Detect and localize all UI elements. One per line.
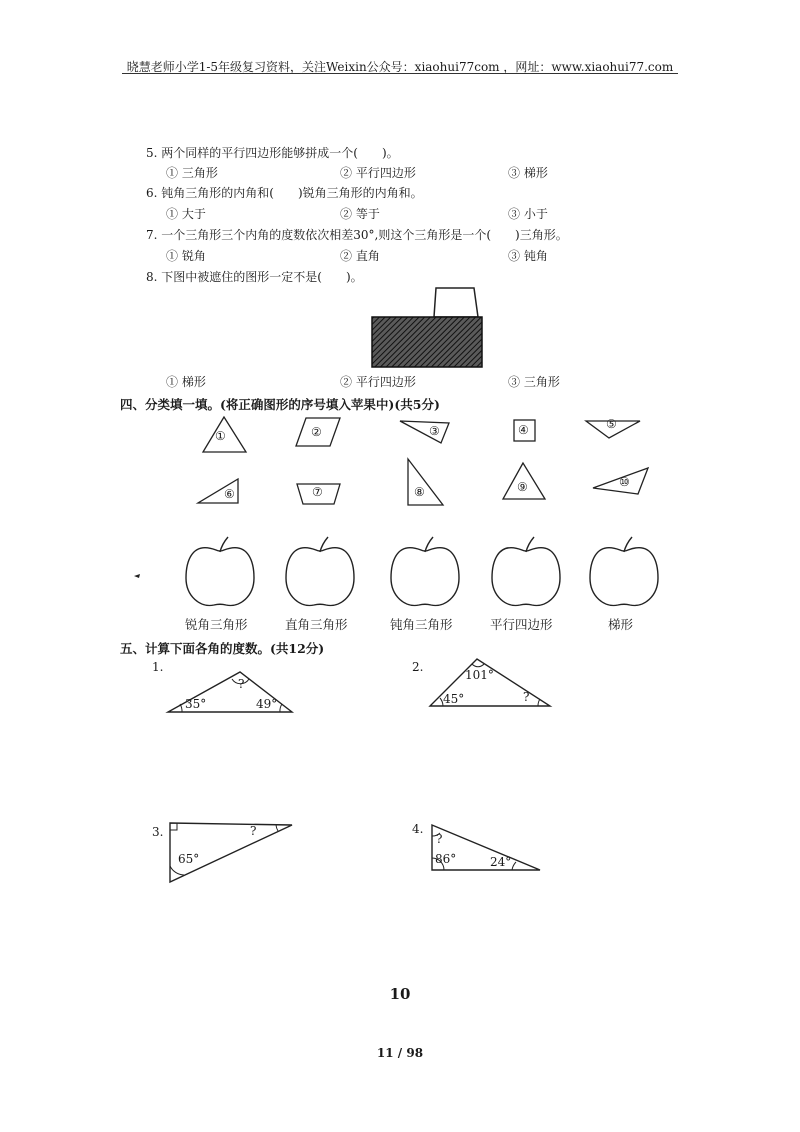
triangle-3-angle-bottom [170, 866, 184, 875]
question-6-stem: 6. 钝角三角形的内角和( )锐角三角形的内角和。 [146, 186, 423, 200]
question-6-option-3[interactable]: ③ 小于 [508, 207, 548, 221]
question-5-option-3[interactable]: ③ 梯形 [508, 166, 548, 180]
question-5-option-2[interactable]: ② 平行四边形 [340, 166, 416, 180]
apple-obtuse-triangle [391, 537, 459, 605]
shape-3-triangle [400, 421, 449, 443]
shape-8-number: ⑧ [414, 485, 425, 499]
apple-label-trapezoid: 梯形 [608, 617, 634, 632]
shape-10-number: ⑩ [619, 475, 630, 489]
triangle-4-angle-right [512, 862, 516, 870]
problem-3-angle-right: ? [250, 824, 257, 838]
question-8-option-1[interactable]: ① 梯形 [166, 375, 206, 389]
shape-2-number: ② [311, 425, 322, 439]
shape-6-number: ⑥ [224, 487, 235, 501]
question-7-option-3[interactable]: ③ 钝角 [508, 249, 548, 263]
question-7-stem: 7. 一个三角形三个内角的度数依次相差30°,则这个三角形是一个( )三角形。 [146, 228, 568, 242]
problem-2-angle-right: ? [523, 690, 530, 704]
apple-right-triangle [286, 537, 354, 605]
question-8-option-2[interactable]: ② 平行四边形 [340, 375, 416, 389]
question-5-option-1[interactable]: ① 三角形 [166, 166, 218, 180]
question-8-option-3[interactable]: ③ 三角形 [508, 375, 560, 389]
apple-label-parallelogram: 平行四边形 [490, 617, 553, 632]
header-rule [122, 73, 678, 74]
problem-2-number: 2. [412, 660, 424, 674]
problem-4-angle-bottom: 86° [435, 852, 457, 866]
apple-trapezoid [590, 537, 658, 605]
covering-rectangle [372, 317, 482, 367]
question-6-option-2[interactable]: ② 等于 [340, 207, 380, 221]
question-6-option-1[interactable]: ① 大于 [166, 207, 206, 221]
apple-label-acute-triangle: 锐角三角形 [185, 617, 248, 632]
problem-1-angle-left: 35° [185, 697, 207, 711]
triangle-3-angle-right [276, 825, 278, 831]
problem-1-angle-top: ? [238, 677, 245, 691]
apple-parallelogram [492, 537, 560, 605]
problem-2-angle-left: 45° [443, 692, 465, 706]
apple-label-obtuse-triangle: 钝角三角形 [390, 617, 453, 632]
page-header: 晓慧老师小学1-5年级复习资料，关注Weixin公众号：xiaohui77com ，网址：www.xiaohui77.com [126, 60, 674, 74]
question-7-option-1[interactable]: ① 锐角 [166, 249, 206, 263]
shape-5-number: ⑤ [606, 417, 617, 431]
problem-1-angle-right: 49° [256, 697, 278, 711]
covered-shape-trapezoid [434, 288, 478, 317]
question-7-option-2[interactable]: ② 直角 [340, 249, 380, 263]
problem-2-angle-top: 101° [465, 668, 494, 682]
triangle-2-angle-top [472, 664, 484, 667]
section-4-title: 四、分类填一填。(将正确图形的序号填入苹果中)(共5分) [120, 397, 440, 412]
triangle-1-angle-left [180, 704, 182, 712]
triangle-1-angle-right [280, 704, 282, 712]
shape-7-number: ⑦ [312, 485, 323, 499]
question-5-stem: 5. 两个同样的平行四边形能够拼成一个( )。 [146, 146, 399, 160]
problem-3-angle-bottom: 65° [178, 852, 200, 866]
triangle-3-right-angle-mark [170, 823, 177, 830]
shape-1-number: ① [215, 429, 226, 443]
apple-label-right-triangle: 直角三角形 [285, 617, 348, 632]
apple-acute-triangle [186, 537, 254, 605]
problem-4-angle-top: ? [436, 832, 443, 846]
problem-4-number: 4. [412, 822, 424, 836]
section-5-title: 五、计算下面各角的度数。(共12分) [120, 641, 325, 656]
question-8-stem: 8. 下图中被遮住的图形一定不是( )。 [146, 270, 363, 284]
problem-1-number: 1. [152, 660, 164, 674]
shape-9-number: ⑨ [517, 480, 528, 494]
triangle-2-angle-right [538, 699, 540, 706]
shape-3-number: ③ [429, 424, 440, 438]
problem-4-angle-right: 24° [490, 855, 512, 869]
problem-3-number: 3. [152, 825, 164, 839]
page-number: 10 [389, 985, 411, 1003]
shape-4-number: ④ [518, 423, 529, 437]
page-counter: 11 / 98 [376, 1046, 424, 1060]
